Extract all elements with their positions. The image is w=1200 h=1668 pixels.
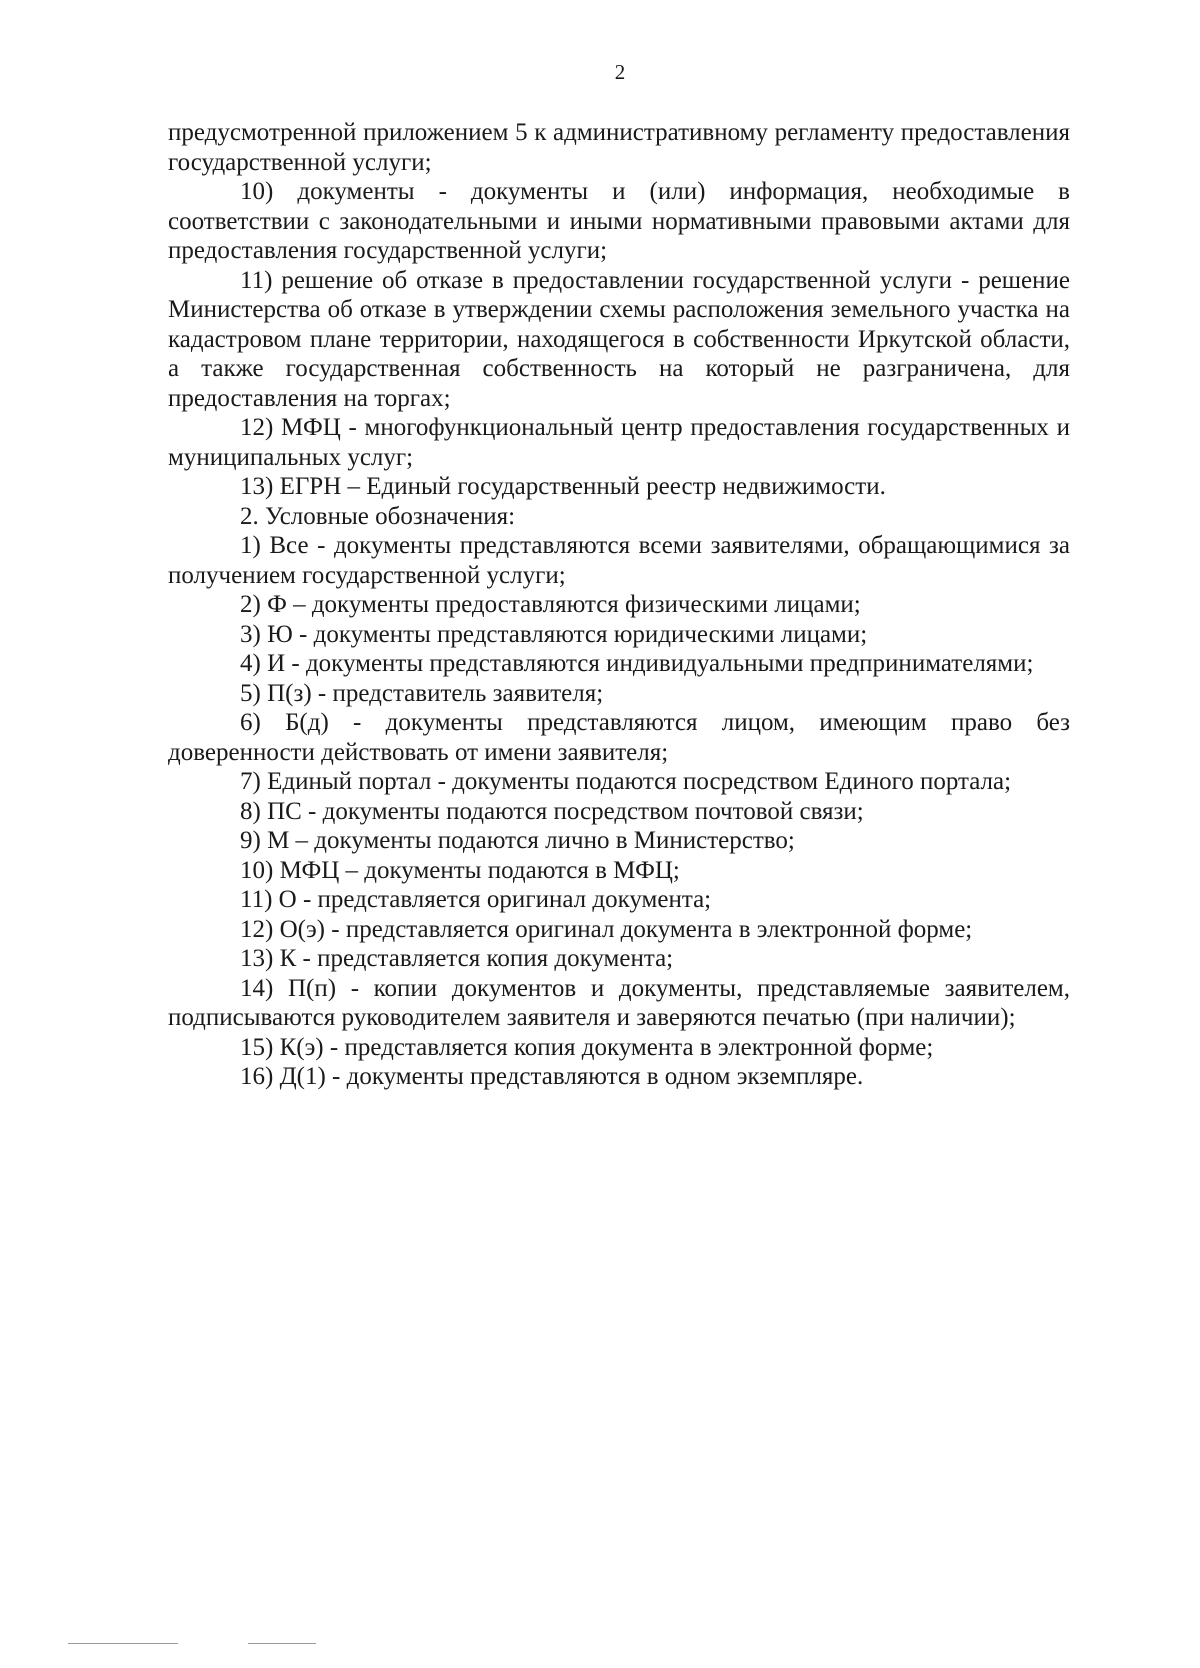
- page-number: 2: [614, 60, 626, 84]
- paragraph-definition-13: 13) ЕГРН – Единый государственный реестр недвижимости.: [240, 473, 886, 500]
- paragraph-continuation: предусмотренной приложением 5 к административному регламенту предоставления государственной услуги;: [168, 119, 1070, 176]
- symbol-item-3: 3) Ю - документы представляются юридическими лицами;: [240, 620, 868, 648]
- symbol-item-6: 6) Б(д) - документы представляются лицом, имеющим право без доверенности действовать от имени заявителя;: [168, 709, 1070, 766]
- symbol-item-14: 14) П(п) - копии документов и документы, представляемые заявителем, подписываются руководителем заявителя и заверяются печатью (при наличии);: [168, 974, 1070, 1031]
- symbol-item-8: 8) ПС - документы подаются посредством почтовой связи;: [240, 797, 864, 825]
- symbol-item-11: 11) О - представляется оригинал документа;: [240, 886, 712, 913]
- symbol-item-13: 13) К - представляется копия документа;: [240, 945, 674, 972]
- symbol-item-9: 9) М – документы подаются лично в Министерство;: [240, 827, 795, 854]
- symbol-item-1: 1) Все - документы представляются всеми заявителями, обращающимися за получением государственной услуги;: [168, 532, 1070, 589]
- section-heading-symbols: 2. Условные обозначения:: [240, 502, 516, 530]
- paragraph-definition-11: 11) решение об отказе в предоставлении государственной услуги - решение Министерства об отказе в утверждении схемы расположения земельного участка на кадастровом плане территории, находящегося в собственности Иркутской области, а также государственная собственность на который не разграничена, для предоставления на торгах;: [168, 266, 1070, 412]
- symbol-item-10: 10) МФЦ – документы подаются в МФЦ;: [240, 856, 680, 884]
- document-body: [168, 118, 1070, 1092]
- paragraph-definition-12: 12) МФЦ - многофункциональный центр предоставления государственных и муниципальных услуг;: [168, 414, 1070, 471]
- symbol-item-16: 16) Д(1) - документы представляются в одном экземпляре.: [240, 1063, 864, 1090]
- symbol-item-5: 5) П(з) - представитель заявителя;: [240, 679, 604, 707]
- symbol-item-4: 4) И - документы представляются индивидуальными предпринимателями;: [240, 650, 1034, 677]
- scan-artifact-line: [248, 1643, 316, 1644]
- symbol-item-15: 15) К(э) - представляется копия документа в электронной форме;: [240, 1033, 934, 1061]
- paragraph-definition-10: 10) документы - документы и (или) информация, необходимые в соответствии с законодательными и иными нормативными правовыми актами для предоставления государственной услуги;: [168, 178, 1070, 264]
- symbol-item-7: 7) Единый портал - документы подаются посредством Единого портала;: [240, 768, 1012, 795]
- symbol-item-12: 12) О(э) - представляется оригинал документа в электронной форме;: [240, 915, 973, 943]
- scan-artifact-line: [68, 1643, 178, 1644]
- symbol-item-2: 2) Ф – документы предоставляются физическими лицами;: [240, 591, 861, 618]
